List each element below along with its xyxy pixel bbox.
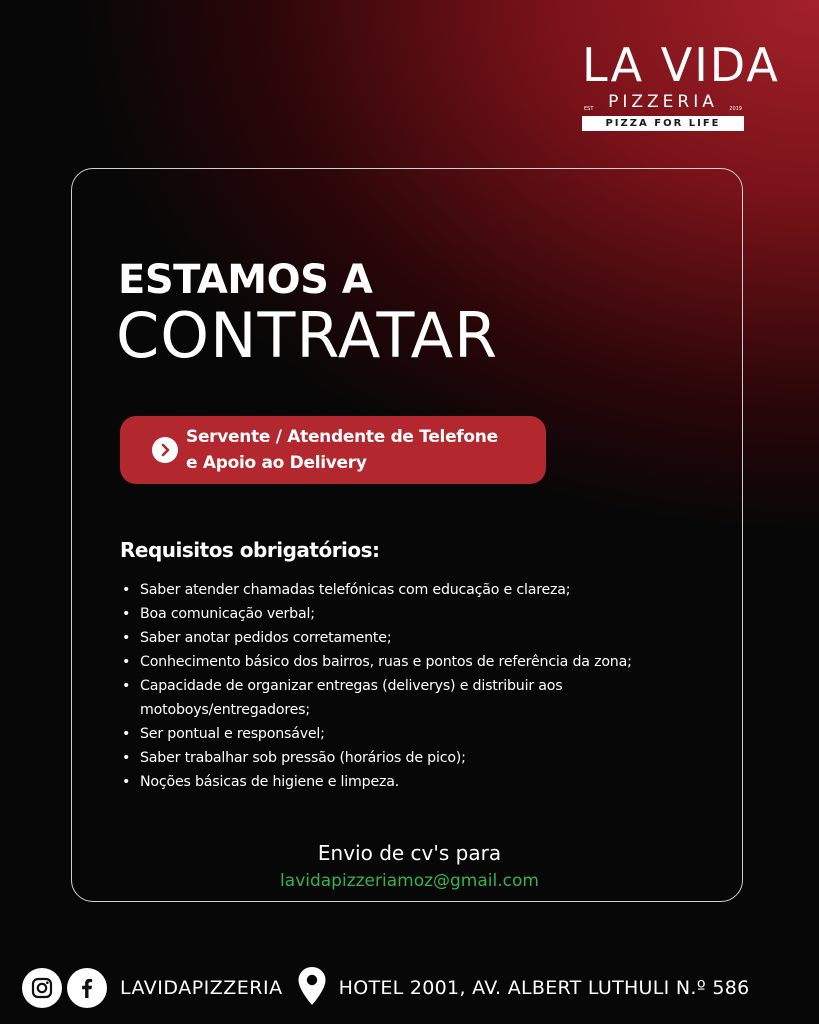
brand-est-right: 2019	[729, 106, 742, 112]
cv-label: Envio de cv's para	[317, 841, 502, 865]
requirement-text: Saber atender chamadas telefónicas com educação e clareza;	[140, 582, 571, 598]
footer	[22, 966, 812, 1010]
list-item	[120, 770, 720, 794]
position-pill	[120, 416, 546, 484]
headline-line2: CONTRATAR	[116, 299, 499, 372]
address: HOTEL 2001, AV. ALBERT LUTHULI N.º 586	[338, 977, 750, 999]
bullet: •	[122, 582, 131, 598]
list-item	[120, 722, 720, 746]
cv-email-link[interactable]: lavidapizzeriamoz@gmail.com	[280, 871, 539, 891]
instagram-icon[interactable]	[22, 968, 62, 1008]
brand-subname: PIZZERIA	[608, 92, 718, 112]
bullet: •	[122, 726, 131, 742]
bullet: •	[122, 750, 131, 766]
facebook-icon[interactable]	[67, 968, 107, 1008]
brand-logo	[582, 38, 780, 131]
requirement-text: Conhecimento básico dos bairros, ruas e pontos de referência da zona;	[140, 654, 632, 670]
location-pin-icon	[297, 966, 327, 1010]
bullet: •	[122, 678, 131, 694]
list-item	[120, 626, 720, 650]
requirement-text: Saber trabalhar sob pressão (horários de pico);	[140, 750, 466, 766]
requirements-title: Requisitos obrigatórios:	[120, 538, 380, 562]
requirement-text: Capacidade de organizar entregas (deliverys) e distribuir aos motoboys/entregadores;	[140, 678, 563, 718]
brand-tagline: PIZZA FOR LIFE	[582, 116, 744, 131]
requirement-text: Saber anotar pedidos corretamente;	[140, 630, 392, 646]
list-item	[120, 746, 720, 770]
list-item	[120, 674, 720, 722]
list-item	[120, 650, 720, 674]
chevron-right-icon	[152, 437, 178, 463]
bullet: •	[122, 654, 131, 670]
brand-name: LA VIDA	[582, 38, 780, 92]
bullet: •	[122, 774, 131, 790]
list-item	[120, 578, 720, 602]
headline-line1: ESTAMOS A	[118, 257, 373, 303]
brand-est-left: EST	[584, 106, 594, 112]
requirement-text: Ser pontual e responsável;	[140, 726, 325, 742]
bullet: •	[122, 606, 131, 622]
list-item	[120, 602, 720, 626]
brand-subname-row	[582, 92, 744, 112]
requirement-text: Noções básicas de higiene e limpeza.	[140, 774, 400, 790]
position-title: Servente / Atendente de Telefone e Apoio ao Delivery	[186, 427, 498, 473]
social-handle[interactable]: LAVIDAPIZZERIA	[120, 977, 283, 999]
requirement-text: Boa comunicação verbal;	[140, 606, 315, 622]
requirements-list	[120, 578, 720, 794]
bullet: •	[122, 630, 131, 646]
